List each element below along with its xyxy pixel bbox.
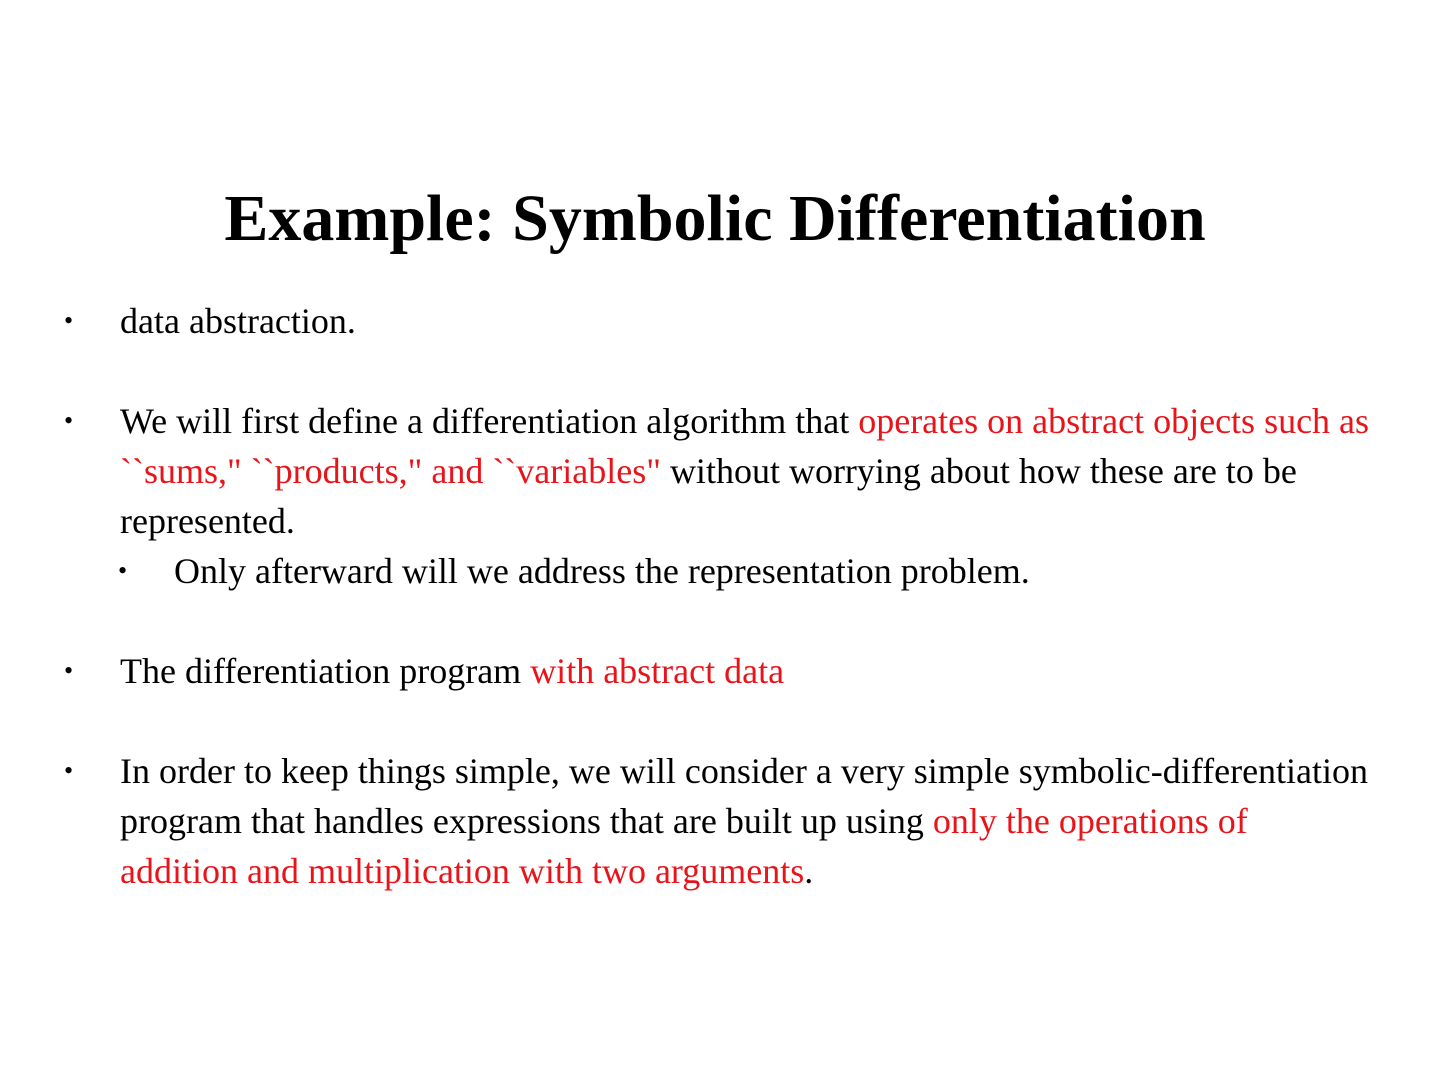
bullet-text: without worrying about how these are to be represented. — [120, 451, 1297, 541]
highlighted-text: only the operations of addition and multiplication with two arguments — [120, 801, 1248, 891]
bullet-item-1 — [0, 296, 1440, 346]
bullet-dot-icon: • — [64, 406, 74, 435]
bullet-text: data abstraction. — [120, 301, 356, 341]
bullet-text: The differentiation program — [120, 651, 531, 691]
bullet-list — [0, 296, 1440, 896]
bullet-dot-icon: • — [64, 756, 74, 785]
spacer — [0, 696, 1440, 746]
slide-title: Example: Symbolic Differentiation — [224, 182, 1206, 255]
bullet-item-3 — [0, 646, 1440, 696]
bullet-item-2 — [0, 396, 1440, 546]
sub-bullet-text: Only afterward will we address the representation problem. — [174, 551, 1030, 591]
bullet-text: In order to keep things simple, we will consider a very simple symbolic-differentiation program that handles expressions that are built up using — [120, 751, 1369, 841]
bullet-dot-icon: • — [64, 306, 74, 335]
bullet-dot-icon: • — [118, 556, 128, 585]
bullet-dot-icon: • — [64, 656, 74, 685]
spacer — [0, 346, 1440, 396]
bullet-item-4 — [0, 746, 1440, 896]
sub-bullet-item — [0, 546, 1440, 596]
spacer — [0, 596, 1440, 646]
bullet-text: . — [804, 851, 814, 891]
bullet-text: We will first define a differentiation algorithm that — [120, 401, 859, 441]
highlighted-text: operates on abstract objects such as ``sums," ``products," and ``variables" — [120, 401, 1370, 491]
highlighted-text: with abstract data — [530, 651, 785, 691]
